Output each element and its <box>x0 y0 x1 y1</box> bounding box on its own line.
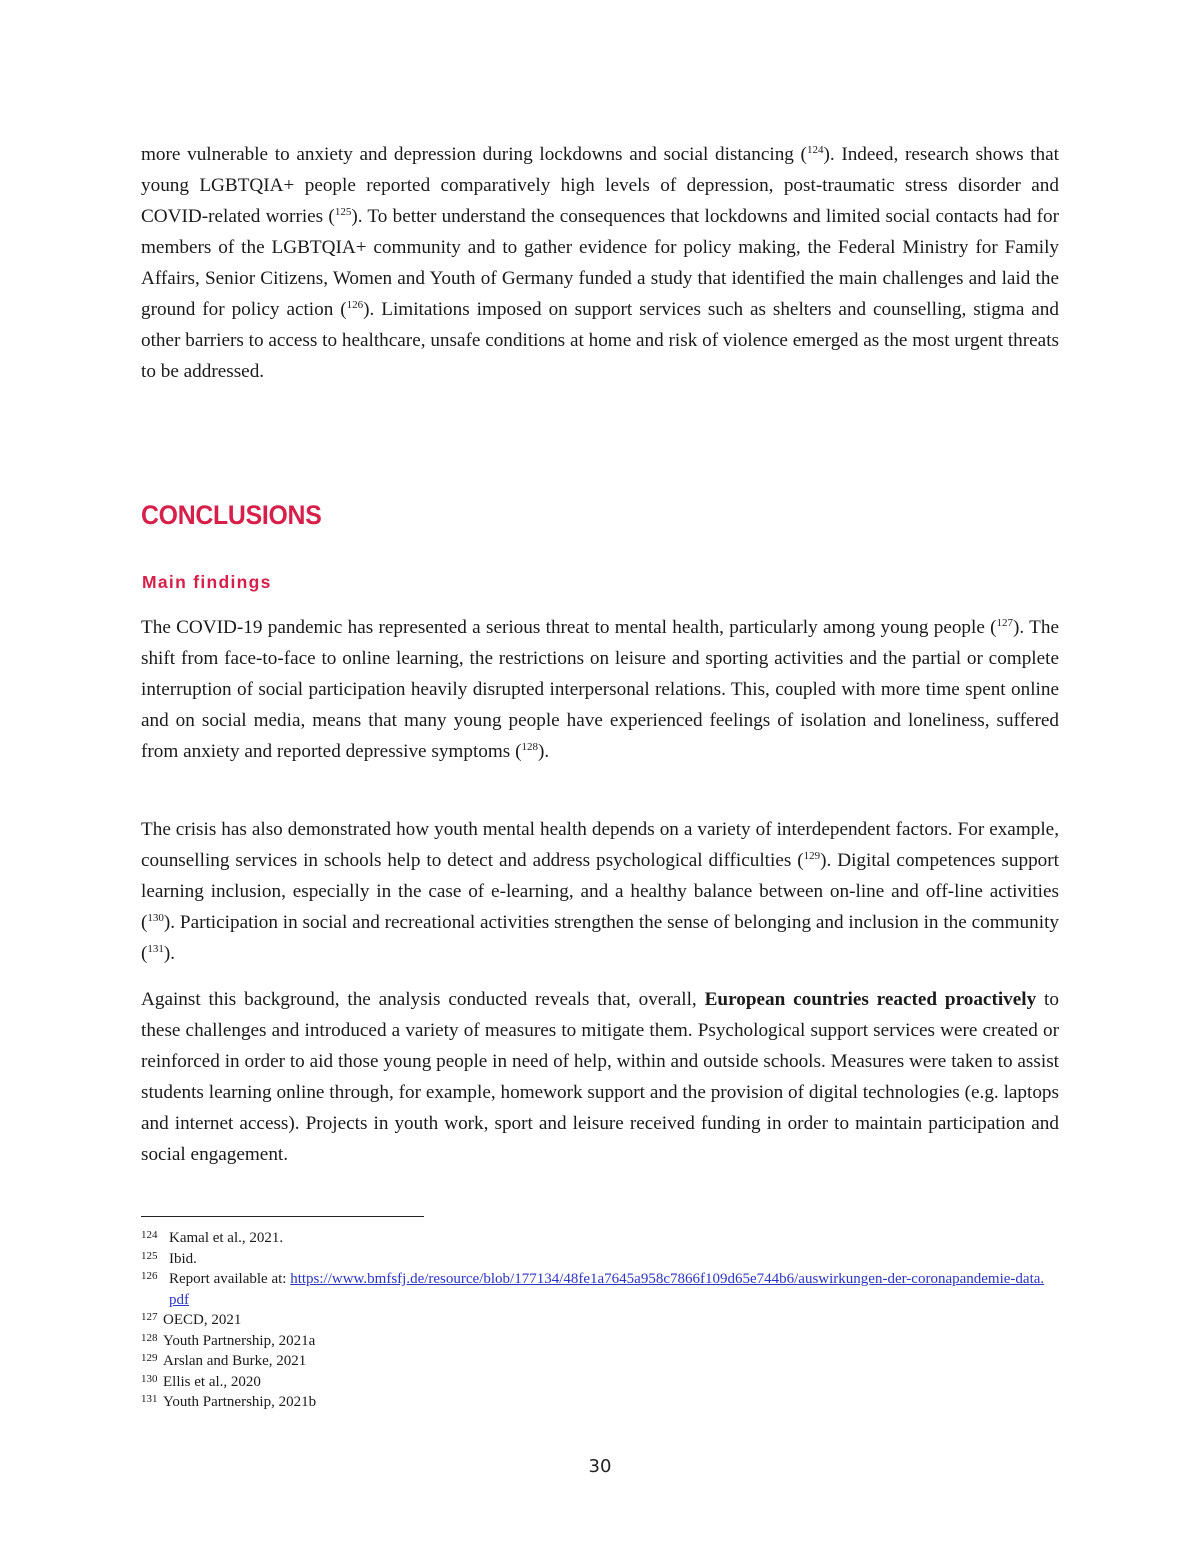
footnote-number: 128 <box>141 1331 158 1344</box>
footnote-text: Report available at: <box>169 1271 291 1287</box>
footnote-ref-131[interactable]: 131 <box>147 943 164 955</box>
footnote-number: 124 <box>141 1229 158 1241</box>
findings-paragraph-2 <box>141 814 1059 969</box>
footnote-126 <box>141 1269 1061 1310</box>
footnote-text: Youth Partnership, 2021a <box>163 1332 316 1349</box>
footnote-number: 131 <box>141 1393 158 1405</box>
footnote-text: Ellis et al., 2020 <box>163 1373 261 1390</box>
text-run: ). Limitations imposed on support services such as shelters and counselling, stigma and other barriers to access to healthcare, unsafe conditions at home and risk of violence emerged as the most urgent threats to be addressed. <box>141 299 1059 382</box>
section-heading: CONCLUSIONS <box>141 500 322 530</box>
text-run: ). Indeed, research shows that young LGBTQIA+ people reported comparatively high levels of depression, post-traumatic stress disorder and COVID-related worries ( <box>141 144 1059 227</box>
findings-paragraph-1 <box>141 612 1059 767</box>
footnote-ref-127[interactable]: 127 <box>996 617 1014 629</box>
footnote-ref-125[interactable]: 125 <box>334 206 352 218</box>
footnote-number: 129 <box>141 1352 158 1364</box>
intro-paragraph <box>141 139 1059 387</box>
text-run: Against this background, the analysis conducted reveals that, overall, <box>141 989 705 1010</box>
page-number: 30 <box>588 1456 612 1477</box>
subsection-heading: Main findings <box>142 572 272 592</box>
footnote-ref-124[interactable]: 124 <box>806 144 824 156</box>
text-run: The COVID-19 pandemic has represented a serious threat to mental health, particularly among young people ( <box>141 617 997 638</box>
footnote-ref-126[interactable]: 126 <box>346 299 364 311</box>
emphasis-text: European countries reacted proactively <box>704 989 1037 1010</box>
footnote-number: 127 <box>141 1311 158 1323</box>
footnote-129 <box>141 1351 1061 1372</box>
footnote-130 <box>141 1372 1061 1393</box>
footnote-text: OECD, 2021 <box>163 1312 242 1328</box>
text-run: ). <box>537 741 550 762</box>
text-run: ). The shift from face-to-face to online learning, the restrictions on leisure and sporting activities and the partial or complete interruption of social participation heavily disrupted interpersonal relations. This, coupled with more time spent online and on social media, means that many young people have experienced feelings of isolation and loneliness, suffered from anxiety and reported depressive symptoms ( <box>141 617 1060 762</box>
text-run: The crisis has also demonstrated how youth mental health depends on a variety of interdependent factors. For example, counselling services in schools help to detect and address psychological difficulties ( <box>141 819 1059 871</box>
footnote-number: 126 <box>141 1270 158 1282</box>
footnotes-list <box>141 1228 1061 1413</box>
footnote-text: Kamal et al., 2021. <box>169 1230 284 1246</box>
footnote-ref-129[interactable]: 129 <box>803 850 821 862</box>
text-run: to these challenges and introduced a variety of measures to mitigate them. Psychological support services were created or reinforced in order to aid those young people in need of help, within and outside schools. Measures were taken to assist students learning online through, for example, homework support and the provision of digital technologies (e.g. laptops and internet access). Projects in youth work, sport and leisure received funding in order to maintain participation and social engagement. <box>141 989 1059 1165</box>
text-run: more vulnerable to anxiety and depression during lockdowns and social distancing ( <box>141 144 807 165</box>
footnote-number: 130 <box>141 1372 158 1385</box>
footnote-text: Ibid. <box>169 1250 197 1267</box>
footnote-127 <box>141 1310 1061 1331</box>
text-run: ). <box>163 943 176 964</box>
text-run: ). Digital competences support learning inclusion, especially in the case of e-learning, and a healthy balance between on-line and off-line activities ( <box>141 850 1059 933</box>
footnote-number: 125 <box>141 1249 158 1262</box>
footnote-text: Youth Partnership, 2021b <box>163 1394 317 1410</box>
report-link[interactable]: https://www.bmfsfj.de/resource/blob/177134/48fe1a7645a958c7866f109d65e744b6/auswirkungen-der-coronapandemie-data.pdf <box>169 1271 1045 1308</box>
text-run: ). Participation in social and recreational activities strengthen the sense of belonging and inclusion in the community ( <box>141 912 1059 964</box>
footnote-body <box>169 1269 1049 1310</box>
text-run: ). To better understand the consequences that lockdowns and limited social contacts had for members of the LGBTQIA+ community and to gather evidence for policy making, the Federal Ministry for Family Affairs, Senior Citizens, Women and Youth of Germany funded a study that identified the main challenges and laid the ground for policy action ( <box>141 206 1060 320</box>
footnote-125 <box>141 1249 1061 1270</box>
footnote-text: Arslan and Burke, 2021 <box>163 1353 307 1369</box>
footnote-separator <box>141 1216 424 1217</box>
footnote-ref-128[interactable]: 128 <box>521 741 538 753</box>
findings-paragraph-3 <box>141 984 1059 1170</box>
footnote-124 <box>141 1228 1061 1249</box>
footnote-131 <box>141 1392 1061 1413</box>
footnote-ref-130[interactable]: 130 <box>147 912 164 924</box>
footnote-128 <box>141 1331 1061 1352</box>
